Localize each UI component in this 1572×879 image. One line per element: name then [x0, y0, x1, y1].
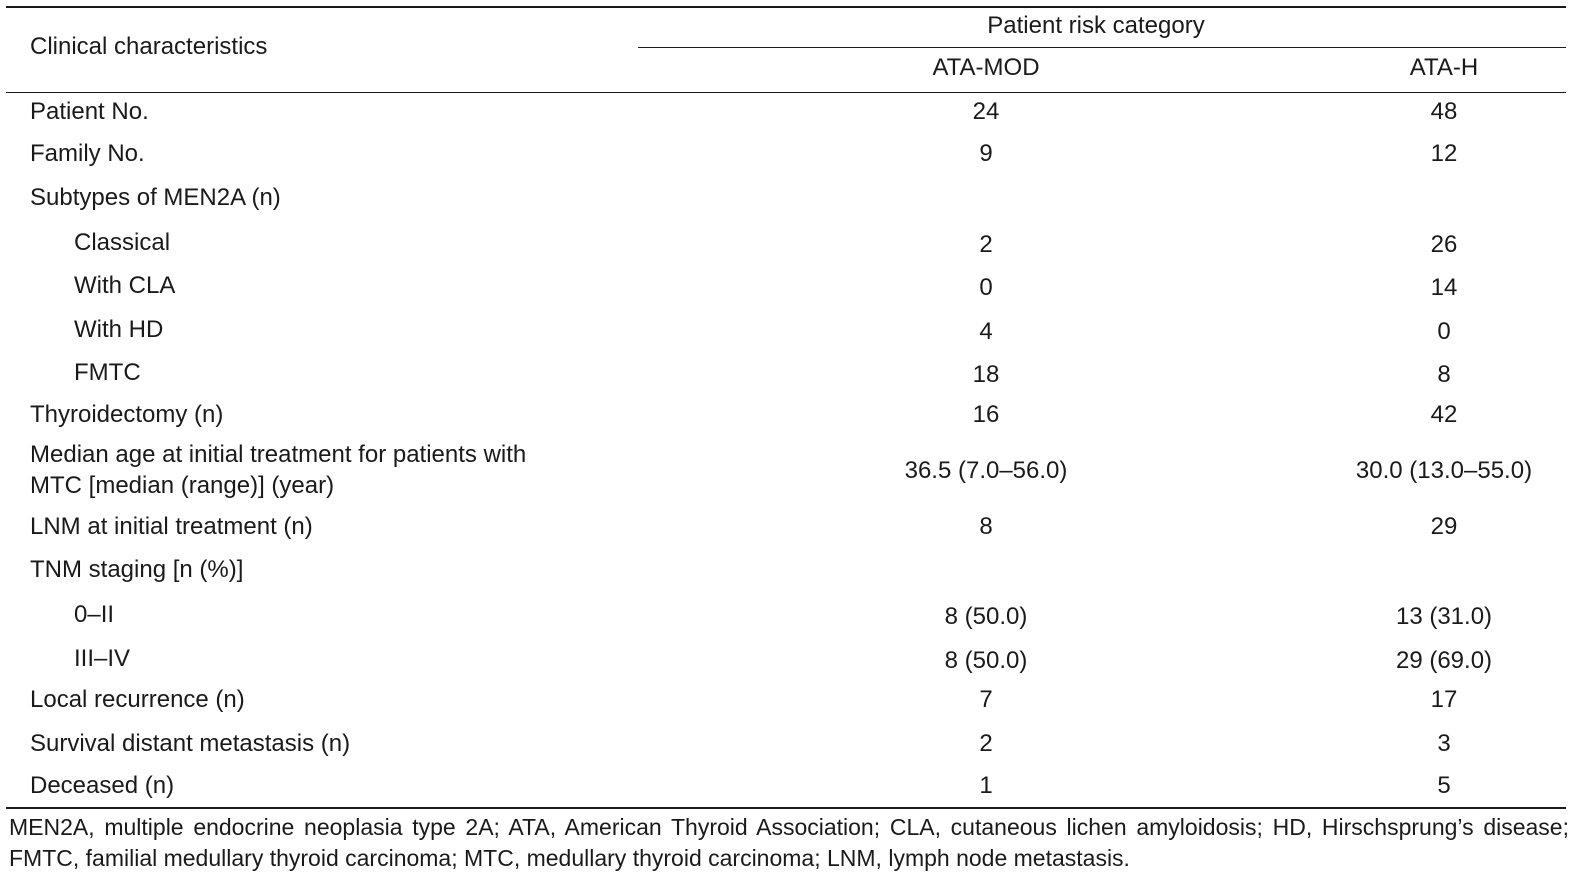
column-header-ata-h: ATA-H — [1409, 54, 1479, 81]
row-label-local-recurrence: Local recurrence (n) — [30, 686, 245, 713]
row-label-median-age-line2: MTC [median (range)] (year) — [30, 472, 335, 499]
cell-local-recurrence-mod: 7 — [979, 686, 993, 713]
cell-deceased-h: 5 — [1437, 772, 1451, 799]
cell-thyroidectomy-h: 42 — [1430, 401, 1458, 428]
cell-local-recurrence-h: 17 — [1430, 686, 1458, 713]
row-label-family-no: Family No. — [30, 140, 145, 167]
row-label-with-cla: With CLA — [74, 272, 176, 299]
cell-stage-iii-iv-h: 29 (69.0) — [1395, 647, 1493, 674]
cell-with-cla-h: 14 — [1430, 274, 1458, 301]
row-label-median-age-line1: Median age at initial treatment for patients with — [30, 441, 527, 468]
cell-family-no-mod: 9 — [979, 140, 993, 167]
cell-median-age-h: 30.0 (13.0–55.0) — [1355, 457, 1533, 484]
row-label-with-hd: With HD — [74, 316, 164, 343]
row-label-thyroidectomy: Thyroidectomy (n) — [30, 401, 224, 428]
cell-stage-iii-iv-mod: 8 (50.0) — [944, 647, 1028, 674]
row-label-lnm-initial: LNM at initial treatment (n) — [30, 513, 313, 540]
group-underline — [638, 47, 1566, 48]
row-header-label: Clinical characteristics — [30, 33, 268, 60]
clinical-characteristics-table — [6, 0, 1569, 879]
cell-lnm-initial-mod: 8 — [979, 513, 993, 540]
cell-fmtc-mod: 18 — [972, 361, 1000, 388]
row-label-stage-iii-iv: III–IV — [74, 645, 131, 672]
cell-patient-no-mod: 24 — [972, 98, 1000, 125]
cell-classical-mod: 2 — [979, 231, 993, 258]
cell-with-cla-mod: 0 — [979, 274, 993, 301]
row-label-patient-no: Patient No. — [30, 98, 149, 125]
row-label-tnm-staging: TNM staging [n (%)] — [30, 556, 244, 583]
cell-median-age-mod: 36.5 (7.0–56.0) — [904, 457, 1068, 484]
bottom-rule — [6, 807, 1566, 809]
cell-with-hd-h: 0 — [1437, 318, 1451, 345]
cell-stage-0-ii-h: 13 (31.0) — [1395, 603, 1493, 630]
cell-family-no-h: 12 — [1430, 140, 1458, 167]
group-header-risk-category: Patient risk category — [987, 12, 1205, 39]
header-bottom-rule — [6, 92, 1566, 93]
cell-with-hd-mod: 4 — [979, 318, 993, 345]
top-rule — [6, 6, 1566, 8]
cell-lnm-initial-h: 29 — [1430, 513, 1458, 540]
table-footnote: MEN2A, multiple endocrine neoplasia type 2A; ATA, American Thyroid Association; CLA, cutaneous lichen amyloidosis; HD, Hirschsprung’s disease; FMTC, familial medullary thyroid carcinoma; MTC, medullary thyroid carcinoma; LNM, lymph node metastasis. — [9, 814, 1569, 871]
row-label-fmtc: FMTC — [74, 359, 141, 386]
cell-distant-metastasis-mod: 2 — [979, 730, 993, 757]
row-label-deceased: Deceased (n) — [30, 772, 175, 799]
cell-thyroidectomy-mod: 16 — [972, 401, 1000, 428]
cell-fmtc-h: 8 — [1437, 361, 1451, 388]
column-header-ata-mod: ATA-MOD — [932, 54, 1040, 81]
row-label-classical: Classical — [74, 229, 171, 256]
cell-patient-no-h: 48 — [1430, 98, 1458, 125]
row-label-subtypes-men2a: Subtypes of MEN2A (n) — [30, 184, 281, 211]
cell-distant-metastasis-h: 3 — [1437, 730, 1451, 757]
row-label-distant-metastasis: Survival distant metastasis (n) — [30, 730, 351, 757]
cell-deceased-mod: 1 — [979, 772, 993, 799]
cell-stage-0-ii-mod: 8 (50.0) — [944, 603, 1028, 630]
row-label-stage-0-ii: 0–II — [74, 601, 115, 628]
cell-classical-h: 26 — [1430, 231, 1458, 258]
